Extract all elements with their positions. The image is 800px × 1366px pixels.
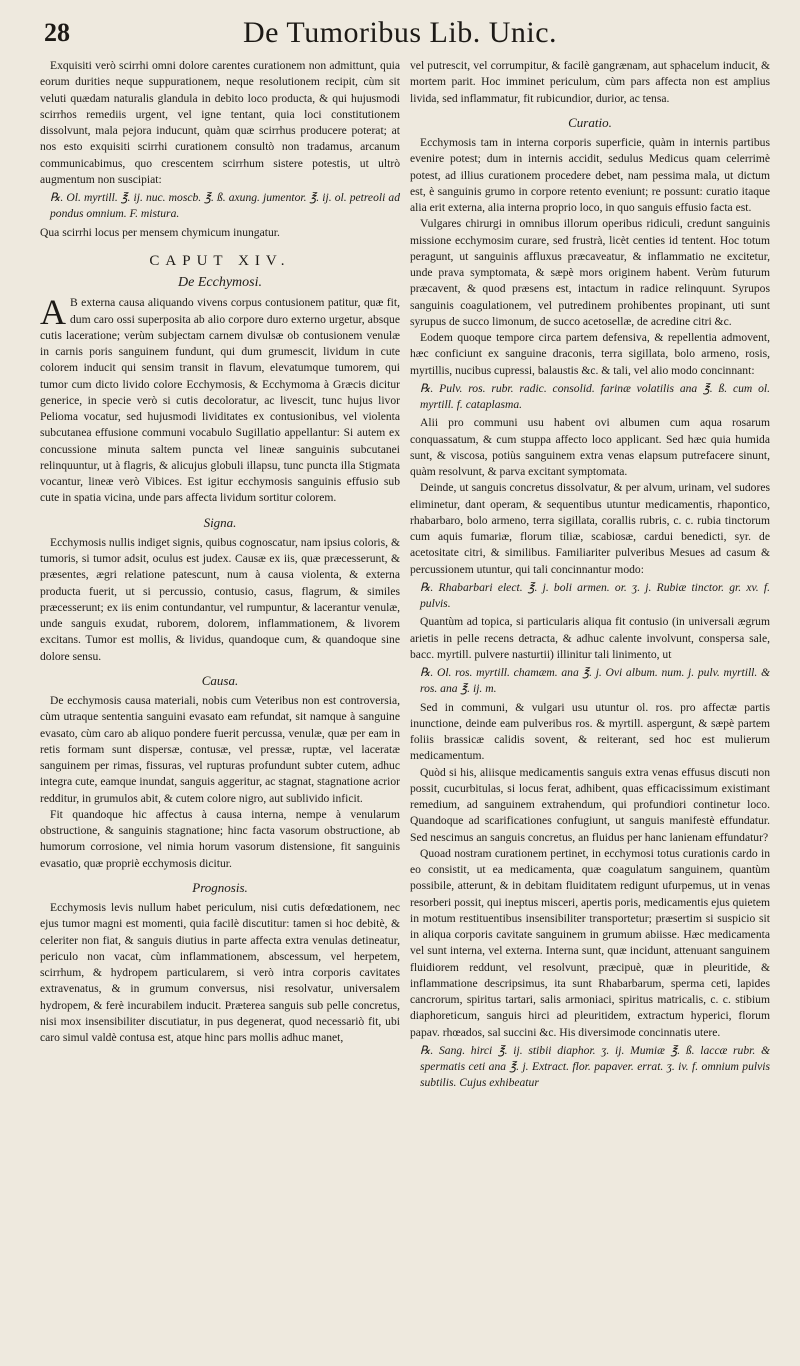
prescription: ℞. Rhabarbari elect. ℥. j. boli armen. or. ʒ. j. Rubiæ tinctor. gr. xv. f. pulvis. — [420, 580, 770, 610]
paragraph: Ecchymosis nullis indiget signis, quibus cognoscatur, nam ipsius coloris, & tumoris, si tumor adsit, oculus est judex. Causæ ex iis, quæ præcesserunt, & præsentes, ægri relatione patescunt, num à causa violenta, & externa producta fuerit, ut si percussio, contusio, casus, flagrum, & similes præcesserunt; ex iis enim contundantur, vel rumpuntur, & lacerantur venulæ, unde sanguis exudat, ruborem, dolorem, inflammationem, & livorem excitans. Tumor est mollis, & lividus, quandoque cum, & quandoque sine dolore sensu. — [40, 535, 400, 663]
paragraph: Ecchymosis tam in interna corporis superficie, quàm in internis partibus evenire potest; dum in internis accidit, sedulus Medicus quam celerrimè potest, ad illius curationem procedere debet, nam pessima mala, ut dictum est, è sanguinis grumo in corpore retento eveniunt; re possunt: curatio itaque alia erit externa, alia interna proprio loco, in quo sanguis effusio facta est. — [410, 136, 770, 214]
paragraph: Sed in communi, & vulgari usu utuntur ol. ros. pro affectæ partis inunctione, deinde eam pulveribus ros. & myrtill. aspergunt, & sæpè partem foliis brassicæ calidis sovent, & reiterant, sed hoc est mulierum medicamentum. — [410, 700, 770, 763]
prescription: ℞. Ol. ros. myrtill. chamæm. ana ℥. j. Ovi album. num. j. pulv. myrtill. & ros. ana ℥. ij. m. — [420, 666, 770, 696]
section-heading: Curatio. — [568, 114, 612, 130]
paragraph: A B externa causa aliquando vivens corpus contusionem patitur, quæ fit, dum caro ossi superposita ab alio corpore duro externo urgetur, absque cutis laceratione; verùm subjectam carnem divulsæ ob contusionem venulæ in carnis poris sanguinem fundunt, qui dum grumescit, lividum in cute colorem inducit qui sensim transit in flavum, elevatumque tumorem, qui tumor cum dicto livido colore Ecchymosis, & Ecchymoma à Græcis dicitur generice, in specie verò si cutis decoloratur, ac livescit, tunc hujus livor Pelioma vocatur, sed hujusmodi lividitates ex contusionibus, vel violenta subcutanea effusione communi vocabulo Sugillatio appellantur: Si autem ex concussione minuta saltem puncta vel lineæ sanguinis subcutanei relinquuntur, ut à flagris, & alicujus globuli illapsu, tunc puncta illa Stigmata vocantur, lineæ verò Vibices. Est igitur ecchymosis sanguinis effusio sub cute in spatia vicina, unde pars affecta lividum sortitur colorem. — [40, 292, 400, 505]
chapter-heading: CAPUT XIV. — [149, 252, 291, 269]
drop-cap: A — [40, 292, 66, 333]
section-heading: Signa. — [203, 514, 237, 530]
paragraph: Quoad nostram curationem pertinet, in ecchymosi totus curationis cardo in eo consistit, ut ea medicamenta, quæ coagulatum sanguinem, quantùm possibile, atterunt, & in debitam fluiditatem redigunt ufurpemus, ut in venas resorberi possit, qui ineptus misceri, apertis poris, medicamentis ejus quietem in motum restituentibus insensibiliter transportetur; præsertim si suspicio sit in aliqua corporis cavitate sanguinem in grumum abiisse. Hæc medicamenta vel sunt interna, vel externa. Interna sunt, quæ incidunt, attenuant sanguinem fluidiorem reddunt, vel resolvunt, præcipuè, quæ in pleuritide, & inflammatione descripsimus, ita sunt Rhabarbarum, sperma ceti, lapides cancrorum, spiritus tartari, salis armoniaci, spiritus matricalis, c. c. stibium diaphoreticum, sanguis hirci ad pleuritidem, extractum hyperici, florum papav. rhœados, sal succini &c. His diversimode concinnatis utere. — [410, 846, 770, 1039]
prescription: ℞. Sang. hirci ℥. ij. stibii diaphor. ʒ. ij. Mumiæ ℥. ß. laccæ rubr. & spermatis ceti ana ℥. j. Extract. flor. papaver. errat. ʒ. iv. f. omnium pulvis subtilis. Cujus exhibeatur — [420, 1043, 770, 1090]
paragraph: De ecchymosis causa materiali, nobis cum Veteribus non est controversia, cùm utraque sententia sanguini evasato eam refundat, sit namque à sanguine evasato, cùm caro ab aliquo pondere fuerit percussa, venulæ, quæ per eam in retis formam sunt dispersæ, contusæ, vel pressæ, ruptæ, vel laceratæ sanguinem per rimas, fissuras, vel rupturas profundunt subter cutem, adhuc integra cute, eamque inundat, sanguis aggeritur, ac stagnat, stagnatione acrior redditur, in grumulos abit, & cutem colore nigro, aut sublivido inficit. — [40, 694, 400, 805]
page-number: 28 — [44, 18, 70, 47]
paragraph: Quòd si his, aliisque medicamentis sanguis extra venas effusus discuti non possit, cucurbitulas, si locus ferat, adhibent, quas efficacissimum existimant remedium, ad sanguinem extrahendum, qui profundiori continetur loco. Quandoque ad scarificationes confugiunt, ut sanguis manifestè effundatur. Sed nescimus an sanguis concretus, an fluidus per hanc lanienam effundatur? — [410, 765, 770, 844]
section-heading: Causa. — [201, 672, 239, 688]
paragraph: Qua scirrhi locus per mensem chymicum inungatur. — [40, 225, 280, 239]
section-heading: Prognosis. — [192, 879, 248, 895]
paragraph: Eodem quoque tempore circa partem defensiva, & repellentia admovent, hæc conficiunt ex sanguine draconis, terra sigillata, bolo armeno, rosis, myrtillis, nucibus cupressi, balaustis &c. & tali, vel alio modo concinnant: — [410, 331, 770, 377]
prescription: ℞. Pulv. ros. rubr. radic. consolid. farinæ volatilis ana ℥. ß. cum ol. myrtill. f. cataplasma. — [420, 381, 770, 411]
left-column — [40, 58, 400, 1046]
paragraph: Vulgares chirurgi in omnibus illorum operibus ridiculi, credunt sanguinis missione ecchymosim curare, sed frustrà, licèt centies id tentent. Hoc totum peragunt, ut sanguinis affluxus præcaveatur, & inflammatio ne excitetur, unde prava symptomata, & sæpè mors originem habent. Verùm futurum præcavent, & quod præsens est, intactum in radice relinquunt. Syrupos sanguinis coagulationem, vel putredinem prohibentes propinant, uti sunt syrupus de succo limonum, de succo acetosellæ, de acredine citri &c. — [410, 217, 770, 328]
page-header — [0, 0, 800, 48]
paragraph: Quantùm ad topica, si particularis aliqua fit contusio (in universali ægrum arietis in pelle recens detracta, & adhuc calente involvunt, conspersa sale, bacc. myrtill. pulvere nasturtii) illinitur tali linimento, ut — [410, 615, 770, 661]
paragraph: vel putrescit, vel corrumpitur, & facilè gangrænam, aut sphacelum inducit, & mortem parit. Hoc imminet periculum, cùm pars affecta non est amplius livida, sed inflammatur, fit rubicundior, durior, ac tensa. — [410, 59, 770, 105]
paragraph: Exquisiti verò scirrhi omni dolore carentes curationem non admittunt, quia eorum durities neque suppurationem, neque resolutionem recipit, cùm sit veluti quædam naturalis glandula in debito loco producta, & qui hujusmodi scirrhos remediis urgent, vel igne tentant, quia loci constitutionem dissolvunt, mala pejora inducunt, quàm quæ scirrhus producere poterat; at nos esto exquisiti scirrhi curationem consultò non tradamus, arcanum communicabimus, quo crescentem scirrhum sistere potestis, ut ultrò augmentum non suscipiat: — [40, 59, 400, 186]
paragraph: Alii pro communi usu habent ovi albumen cum aqua rosarum conquassatum, & cum stuppa affecto loco applicant. Sed hæc quia humida sunt, & viscosa, potiùs sanguinem extra venas elapsum putrefacere sinunt, quàm resolvunt, & parva excitant symptomata. — [410, 416, 770, 478]
running-title: De Tumoribus Lib. Unic. — [242, 16, 558, 49]
paragraph: Fit quandoque hic affectus à causa interna, nempe à venularum obstructione, & sanguinis stagnatione; hinc facta vasorum obstructione, ab humorum corrosione, vel nimia horum vasorum distensione, fit sanguinis evasatio, quæ propriè ecchymosis dicitur. — [40, 807, 400, 870]
prescription: ℞. Ol. myrtill. ℥. ij. nuc. moscb. ℥. ß. axung. jumentor. ℥. ij. ol. petreoli ad pondus omnium. F. mistura. — [50, 191, 400, 221]
chapter-title: De Ecchymosi. — [178, 275, 262, 290]
paragraph: Deinde, ut sanguis concretus dissolvatur, & per alvum, urinam, vel sudores eliminetur, dant operam, & sequentibus utuntur medicamentis, rhapontico, rhabarbaro, bolo armeno, terra sigillata, corallis rubris, c. c. rubia tinctorum cum aquis fumariæ, florum tiliæ, scabiosæ, cardui benedicti, syr. de acetositate citri, & similibus. Familiariter pulveribus Mesues ad casum & percussionem utuntur, qui tali concinnantur modo: — [410, 481, 770, 576]
right-column — [410, 58, 770, 1094]
paragraph: Ecchymosis levis nullum habet periculum, nisi cutis defœdationem, nec ejus tumor magni est momenti, quia facilè discutitur: tamen si hoc debitè, & celeriter non fiat, & sanguis diutius in parte affecta extra venulas detineatur, periculo non vacat, cùm inflammationem, abscessum, vel herpetem, scirrhum, & hydropem particularem, si verò intra corporis cavitates extravenatus, & in grumum conversus, nisi resolvatur, universalem hydropem, & ferè incurabilem inducit. Præterea sanguis sub pelle concretus, nisi mox insensibiliter discutiatur, in pus degenerat, quod necessariò fit, ubi caro simul valdè contusa est, atque hinc pars mollis adhuc manet, — [40, 901, 400, 1044]
